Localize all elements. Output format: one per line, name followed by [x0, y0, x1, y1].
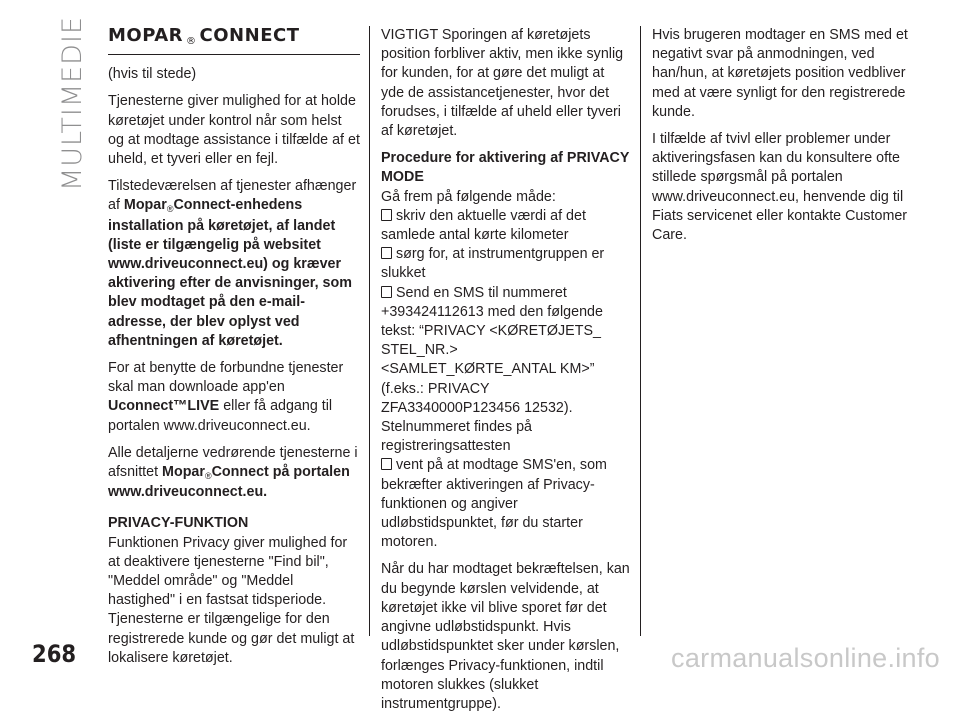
portal-text: eller få adgang til portalen www.driveuconnect.eu.	[108, 398, 333, 434]
checkbox-bullet-icon	[381, 458, 392, 470]
registered-mark: ®	[166, 204, 174, 215]
availability-note: (hvis til stede)	[108, 66, 197, 83]
details-bold-text: Connect på portalen www.driveuconnect.eu.	[108, 464, 350, 501]
app-text: For at benytte de forbundne tjenester skal man downloade app'en	[108, 360, 344, 396]
mopar-label: Mopar	[123, 197, 167, 214]
availability-paragraph	[108, 177, 360, 351]
checkbox-bullet-icon	[381, 209, 392, 221]
checkbox-bullet-icon	[381, 286, 392, 298]
procedure-step-text: sørg for, at instrumentgruppen er slukket	[381, 246, 605, 282]
page-number: 268	[32, 640, 77, 668]
availability-text: Tilstedeværelsen af tjenester afhænger af	[108, 178, 357, 214]
intro-paragraph: Tjenesterne giver mulighed for at holde køretøjet under kontrol når som helst og at modtage assistance i tilfælde af et uheld, et tyveri eller en fejl.	[108, 93, 360, 168]
watermark: carmanualsonline.info	[671, 643, 940, 673]
important-paragraph: VIGTIGT Sporingen af køretøjets position forbliver aktiv, men ikke synlig for kunden, for at gøre det muligt at yde de assistancetjenester, hvor det forudses, i tilfælde af uheld eller tyveri af køretøjet.	[381, 27, 624, 140]
app-paragraph	[108, 359, 360, 436]
section-side-label	[52, 15, 92, 191]
column-divider	[369, 26, 370, 636]
privacy-paragraph: Funktionen Privacy giver mulighed for at deaktivere tjenesterne "Find bil", "Meddel område" og "Meddel hastighed" i en fastsat tidsperiode. Tjenesterne er tilgængelige for den registrerede kunde og gør det muligt at lokalisere køretøjet.	[108, 534, 355, 666]
support-paragraph: I tilfælde af tvivl eller problemer under aktiveringsfasen kan du konsultere ofte stillede spørgsmål på portalen www.driveuconnect.eu, henvende dig til Fiats servicenet eller kontakte Customer Care.	[652, 131, 908, 244]
procedure-step	[381, 207, 631, 245]
registered-mark: ®	[186, 36, 197, 47]
procedure-step	[381, 456, 631, 552]
availability-bold-text: Connect-enhedens installation på køretøjet, af landet (liste er tilgængelig på websitet www.driveuconnect.eu) og kræver aktivering efter de anvisninger, som blev modtaget på den e-mail-adresse, der blev oplyst ved afhentningen af køretøjet.	[108, 197, 352, 349]
privacy-subheading: PRIVACY-FUNKTION	[108, 515, 249, 532]
procedure-subheading: Procedure for aktivering af PRIVACY MODE	[381, 150, 630, 186]
procedure-step-text: Send en SMS til nummeret +393424112613 med den følgende tekst: “PRIVACY <KØRETØJETS_ STEL_NR.> <SAMLET_KØRTE_ANTAL KM>” (f.eks.: PRIVACY ZFA3340000P123456 12532). Stelnummeret findes på registreringsattesten	[381, 284, 603, 455]
checkbox-bullet-icon	[381, 247, 392, 259]
procedure-step	[381, 245, 631, 283]
mopar-label: Mopar	[162, 464, 205, 481]
confirmation-paragraph: Når du har modtaget bekræftelsen, kan du begynde kørslen velvidende, at køretøjet ikke vil blive sporet før det angivne udløbstidspunkt. Hvis udløbstidspunktet sker under kørslen, forlænges Privacy-funktionen, indtil motoren slukkes (slukket instrumentgruppe).	[381, 561, 630, 712]
procedure-intro: Gå frem på følgende måde:	[381, 188, 556, 205]
section-heading	[108, 26, 360, 55]
details-paragraph	[108, 444, 360, 503]
heading-connect: CONNECT	[199, 25, 300, 46]
procedure-step-text: skriv den aktuelle værdi af det samlede antal kørte kilometer	[381, 207, 586, 244]
registered-mark: ®	[204, 471, 212, 482]
app-name: Uconnect™LIVE	[108, 398, 220, 415]
column-1	[108, 26, 360, 676]
column-3	[652, 26, 910, 253]
side-label-text: MULTIMEDIE	[56, 15, 88, 191]
negative-reply-paragraph: Hvis brugeren modtager en SMS med et negativt svar på anmodningen, ved han/hun, at køretøjets position vedbliver med at være synligt for den registrerede kunde.	[652, 27, 908, 120]
procedure-step-text: vent på at modtage SMS'en, som bekræfter aktiveringen af Privacy-funktionen og angiver udløbstidspunktet, før du starter motoren.	[381, 457, 607, 551]
column-divider	[640, 26, 641, 636]
column-2	[381, 26, 631, 722]
details-text: Alle detaljerne vedrørende tjenesterne i afsnittet	[108, 444, 358, 481]
heading-mopar: MOPAR	[108, 25, 184, 46]
procedure-step	[381, 284, 631, 457]
